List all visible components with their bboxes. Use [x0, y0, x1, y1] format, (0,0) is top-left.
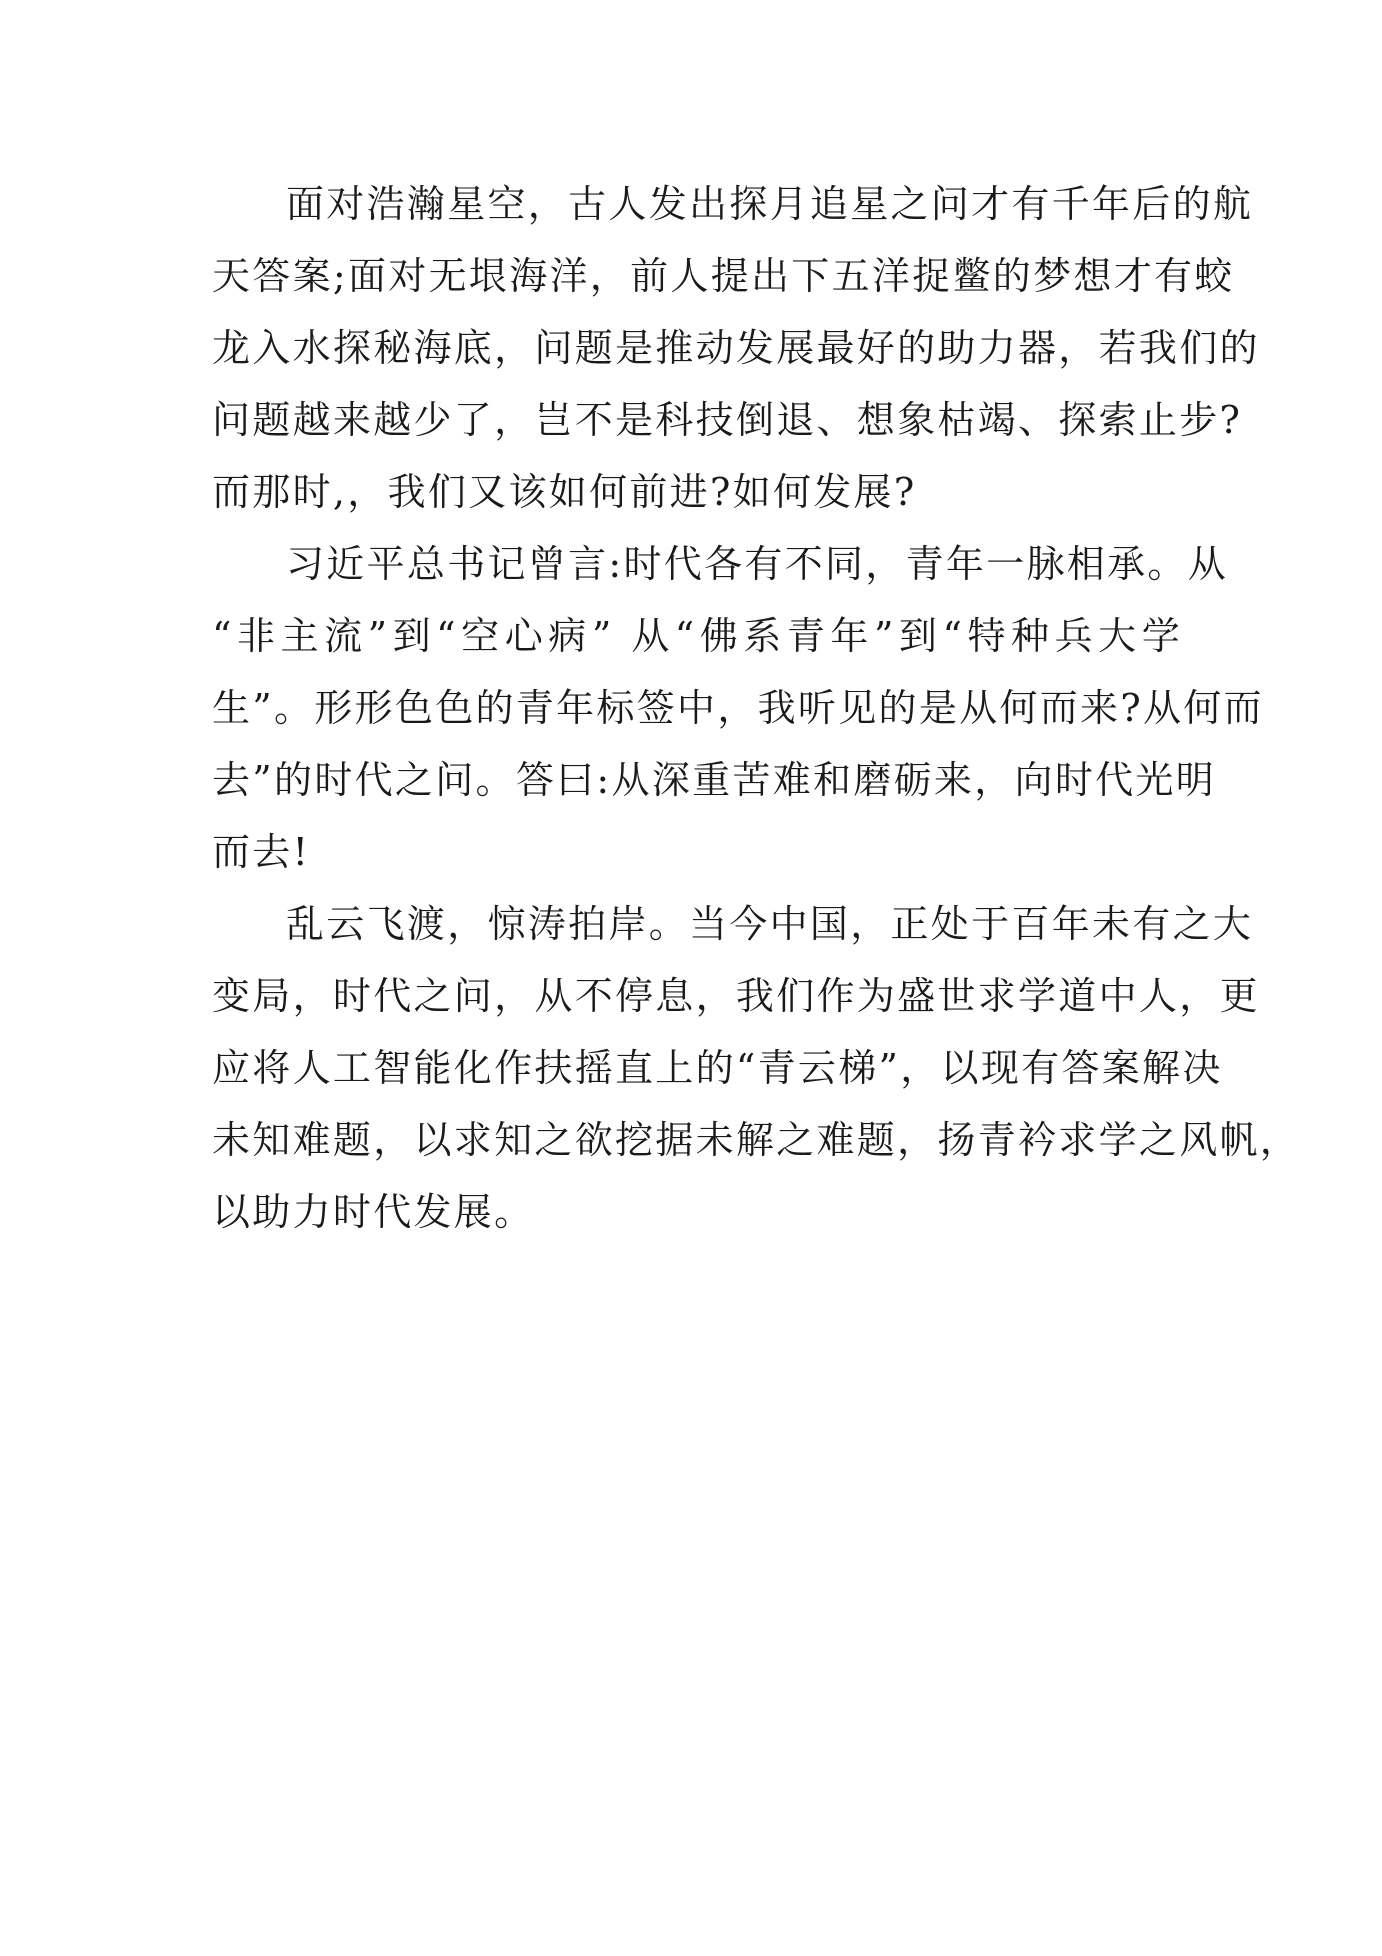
paragraph-3-line-5: 以助力时代发展。 [212, 1190, 535, 1234]
paragraph-1-line-1: 面对浩瀚星空，古人发出探月追星之问才有千年后的航 [286, 182, 1254, 226]
paragraph-2-line-2: “非主流”到“空心病” 从“佛系青年”到“特种兵大学 [212, 614, 1182, 658]
paragraph-1-line-3: 龙入水探秘海底，问题是推动发展最好的助力器，若我们的 [212, 326, 1260, 370]
paragraph-2-line-3: 生”。形形色色的青年标签中，我听见的是从何而来?从何而 [212, 686, 1264, 730]
paragraph-2-line-5: 而去! [212, 830, 311, 874]
paragraph-3-line-2: 变局，时代之问，从不停息，我们作为盛世求学道中人，更 [212, 974, 1260, 1018]
paragraph-3-line-3: 应将人工智能化作扶摇直上的“青云梯”，以现有答案解决 [212, 1046, 1223, 1090]
paragraph-3-line-4: 未知难题，以求知之欲挖据未解之难题，扬青衿求学之风帆， [212, 1118, 1301, 1162]
paragraph-3-line-1: 乱云飞渡，惊涛拍岸。当今中国，正处于百年未有之大 [286, 902, 1254, 946]
paragraph-1-line-5: 而那时,，我们又该如何前进?如何发展? [212, 470, 917, 514]
paragraph-2-line-4: 去”的时代之问。答曰:从深重苦难和磨砺来，向时代光明 [212, 758, 1217, 802]
paragraph-1-line-2: 天答案;面对无垠海洋，前人提出下五洋捉鳖的梦想才有蛟 [212, 254, 1235, 298]
paragraph-2-line-1: 习近平总书记曾言:时代各有不同，青年一脉相承。从 [286, 542, 1229, 586]
paragraph-1-line-4: 问题越来越少了，岂不是科技倒退、想象枯竭、探索止步? [212, 398, 1243, 442]
